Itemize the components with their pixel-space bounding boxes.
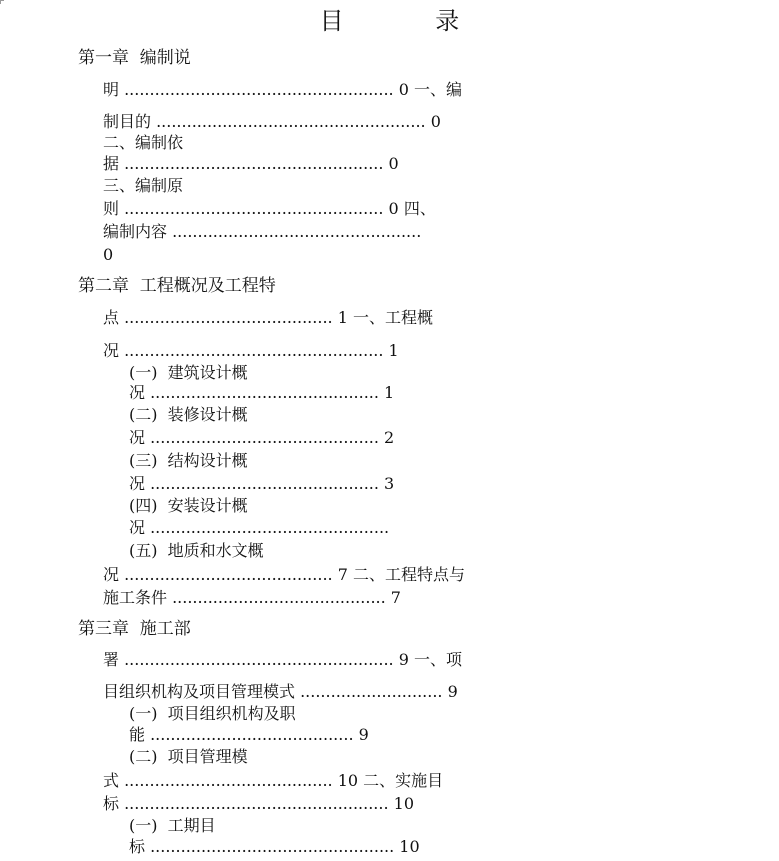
toc-entry: 0: [103, 245, 114, 264]
toc-entry: 况 ................................................... 1: [103, 341, 399, 360]
toc-entry: 三、编制原: [103, 176, 184, 195]
toc-subentry: (一) 建筑设计概: [129, 363, 248, 382]
toc-subentry: 况 ............................................. 3: [129, 474, 395, 493]
toc-entry: 式 ......................................... 10 二、实施目: [103, 771, 444, 790]
toc-chapter-1: 第一章 编制说: [78, 48, 191, 68]
toc-entry: 二、编制依: [103, 133, 184, 152]
toc-subentry: (二) 项目管理模: [129, 747, 248, 766]
toc-subentry: (三) 结构设计概: [129, 451, 248, 470]
toc-subentry: (一) 工期目: [129, 816, 216, 835]
toc-subentry: 况 ...............................................: [129, 518, 390, 537]
toc-chapter-3: 第三章 施工部: [78, 619, 191, 639]
toc-subentry: (五) 地质和水文概: [129, 541, 264, 560]
toc-entry: 标 .................................................... 10: [103, 794, 415, 813]
toc-subentry: 标 ................................................ 10: [129, 837, 420, 856]
corner-crop-mark: [0, 0, 4, 4]
toc-entry: 况 ......................................... 7 二、工程特点与: [103, 565, 465, 584]
toc-entry: 署 ..................................................... 9 一、项: [103, 650, 462, 669]
toc-entry: 则 ................................................... 0 四、: [103, 199, 436, 218]
toc-entry: 制目的 ..................................................... 0: [103, 112, 441, 131]
toc-subentry: 况 ............................................. 1: [129, 383, 395, 402]
toc-entry: 点 ......................................... 1 一、工程概: [103, 308, 433, 327]
toc-subentry: 况 ............................................. 2: [129, 428, 395, 447]
toc-entry: 据 ................................................... 0: [103, 154, 399, 173]
toc-entry: 施工条件 .......................................... 7: [103, 588, 401, 607]
toc-entry: 目组织机构及项目管理模式 ............................ 9: [103, 682, 458, 701]
toc-chapter-2: 第二章 工程概况及工程特: [78, 276, 276, 296]
toc-subentry: (二) 装修设计概: [129, 405, 248, 424]
toc-subentry: (四) 安装设计概: [129, 496, 248, 515]
toc-title: 目 录: [319, 7, 502, 35]
toc-subentry: (一) 项目组织机构及职: [129, 704, 296, 723]
toc-entry: 编制内容 .................................................: [103, 222, 422, 241]
toc-subentry: 能 ........................................ 9: [129, 725, 369, 744]
toc-entry: 明 ..................................................... 0 一、编: [103, 80, 462, 99]
